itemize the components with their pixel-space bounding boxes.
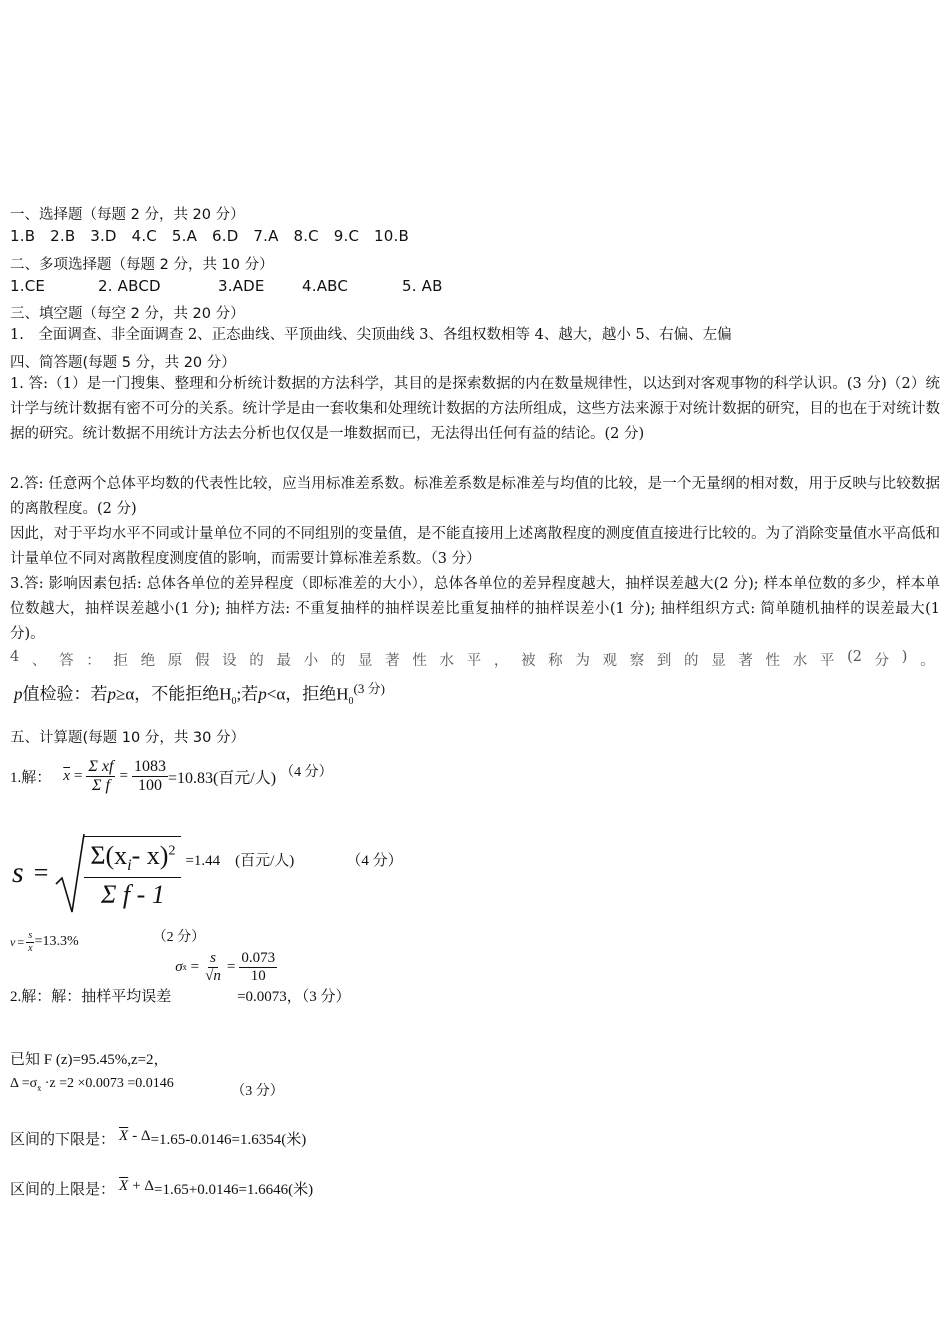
subscript: x̄: [182, 963, 187, 973]
subscript: x̄: [37, 1083, 42, 1093]
delta-text: ·z =2 ×0.0073 =0.0146: [44, 1076, 174, 1091]
answer: 5. AB: [402, 277, 443, 295]
delta-text: Δ =σ: [10, 1076, 38, 1091]
calc1-cv: v = $\frac{s}{x}$ =13.3% （2 分）: [10, 930, 205, 954]
q4-char: 分: [874, 653, 890, 669]
section3-line: 1. 全面调查、非全面调查 2、正态曲线、平顶曲线、尖顶曲线 3、各组权数相等 4、越大，越小 5、右偏、左偏: [10, 327, 732, 343]
fraction: [203, 950, 223, 986]
q4-char: 观: [602, 653, 618, 669]
result: =10.83(百元/人): [167, 770, 277, 788]
section2-title: 二、多项选择题（每题 2 分，共 10 分）: [10, 257, 274, 273]
answer: 4.C: [131, 227, 157, 245]
operator: - Δ: [132, 1128, 151, 1144]
q4-char: 察: [629, 653, 645, 669]
sigma-symbol: σ: [175, 959, 183, 976]
q4-char: 的: [330, 653, 346, 669]
result: =13.3%: [34, 934, 79, 949]
interval-upper: [10, 1178, 313, 1199]
answer: 9.C: [333, 227, 360, 245]
numerator: s: [28, 930, 33, 941]
sigma-formula: σ x̄ = $\frac{s}{√n}$ = $\frac{0.073}{10}$: [175, 950, 276, 985]
calc1-std-dev: s = $\frac{\Sigma(x_i- x)^2}{\text{Σ f - 1}}$ =1.44 (百元/人) （4 分）: [12, 832, 403, 914]
score: （4 分）: [280, 764, 333, 780]
answer: 1.B: [10, 227, 36, 245]
q4-char: ：: [86, 653, 101, 669]
formula-text: <α，拒绝H: [266, 684, 349, 704]
q4-char: 平: [819, 653, 835, 669]
known-values: 已知 F (z)=95.45%,z=2，: [10, 1052, 169, 1068]
label: 区间的上限是：: [10, 1182, 116, 1198]
numerator: [84, 841, 181, 878]
formula-text: ≥α，不能拒绝H: [116, 684, 232, 704]
denominator: Σ f: [91, 777, 110, 795]
score: （4 分）: [346, 852, 403, 869]
fraction: [86, 758, 115, 796]
denominator: √n: [205, 968, 221, 985]
answer: 8.C: [293, 227, 319, 245]
p-symbol: p: [258, 684, 267, 704]
q4-char: 性: [412, 653, 427, 669]
num-text: Σ(x: [90, 840, 128, 870]
score: （2 分）: [152, 930, 206, 945]
q4-char: 原: [167, 653, 183, 669]
answer: 2. ABCD: [98, 277, 161, 295]
answer: 2.B: [50, 227, 76, 245]
q4-char: 称: [548, 653, 563, 669]
section1-answers: [10, 227, 409, 245]
answer: 5.A: [171, 227, 198, 245]
answer-q4: [10, 649, 935, 670]
q4-char: (2: [847, 649, 862, 665]
calc-label: 1.解：: [10, 770, 52, 787]
p-symbol: p: [107, 684, 116, 704]
q4-char: 。: [920, 653, 935, 669]
numerator: 0.073: [239, 950, 277, 968]
superscript: 2: [168, 843, 176, 859]
answer-q2-part2: 因此，对于平均水平不同或计量单位不同的不同组别的变量值，是不能直接用上述离散程度的测度值直接进行比较的。为了消除变量值水平高低和计量单位不同对离散程度测度值的影响，而需要计算标准差系数。（3 分）: [10, 526, 940, 567]
delta-formula: [10, 1072, 284, 1099]
value: =1.65+0.0146=1.6646(米): [154, 1182, 314, 1198]
answer: 1.CE: [10, 277, 46, 295]
operator: + Δ: [132, 1178, 155, 1194]
numerator: s: [208, 950, 218, 968]
numerator: 1083: [132, 758, 168, 777]
calc2-sampling-error: [10, 950, 351, 1008]
p-symbol: p: [14, 684, 23, 704]
q4-char: 为: [575, 653, 590, 669]
q4-char: 到: [656, 653, 672, 669]
q4-char: 著: [738, 653, 753, 669]
result: =1.44 (百元/人): [185, 852, 295, 869]
section5-title: 五、计算题(每题 10 分，共 30 分）: [10, 730, 245, 746]
q4-char: 被: [521, 653, 536, 669]
q4-char: 小: [303, 653, 319, 669]
q4-char: 4: [10, 649, 20, 665]
subscript: 0: [348, 696, 354, 708]
num-text: - x): [131, 840, 169, 870]
formula-text: 值检验：若: [22, 684, 108, 704]
sqrt-icon: [54, 832, 86, 914]
section1-title: 一、选择题（每题 2 分，共 20 分）: [10, 207, 245, 223]
q4-char: 性: [765, 653, 781, 669]
q4-char: 的: [249, 653, 264, 669]
section3-title: 三、填空题（每空 2 分，共 20 分）: [10, 306, 245, 322]
q4-char: 水: [439, 653, 454, 669]
interval-lower: [10, 1128, 306, 1149]
x-bar: $\overline{x}$: [63, 768, 70, 785]
answer: 6.D: [211, 227, 239, 245]
q4-char: 绝: [140, 653, 156, 669]
q4-char: 假: [194, 653, 210, 669]
denominator: Σ f - 1: [100, 880, 165, 910]
answer-q3: 3.答: 影响因素包括: 总体各单位的差异程度（即标准差的大小），总体各单位的差异程度越大，抽样误差越大(2 分); 样本单位数的多少，样本单位数越大，抽样误差越小(1 分); 抽样方法: 不重复抽样的抽样误差比重复抽样的抽样误差小(1 分); 抽样组织方式: 简单随机抽样的误差最大(1 分)。: [10, 576, 940, 642]
answer-q2-part1: 2.答: 任意两个总体平均数的代表性比较，应当用标准差系数。标准差系数是标准差与均值的比较，是一个无量纲的相对数，用于反映与比较数据的离散程度。(2 分): [10, 476, 940, 517]
q4-char: 设: [222, 653, 237, 669]
score: (3 分): [353, 681, 385, 696]
q4-char: 水: [792, 653, 808, 669]
denominator: 10: [250, 968, 266, 985]
q4-char: 最: [276, 653, 291, 669]
value: =1.65-0.0146=1.6354(米): [150, 1132, 307, 1148]
numerator: Σ xf: [86, 758, 115, 777]
denominator: 100: [137, 777, 162, 795]
calc-label: 2.解：解：抽样平均误差: [10, 988, 172, 1005]
result: =0.0073，（3 分）: [237, 988, 351, 1005]
p-value-rule: [14, 678, 385, 707]
answer: 4.ABC: [302, 277, 349, 295]
x-bar: $\overline{X}$: [119, 1178, 129, 1194]
q4-char: 著: [385, 653, 400, 669]
fraction: [239, 950, 277, 986]
denominator: x: [28, 942, 33, 954]
q4-char: 平: [466, 653, 482, 669]
q4-char: 、: [31, 653, 47, 669]
q4-char: 答: [59, 653, 74, 669]
formula-text: ;若: [236, 684, 259, 704]
q4-char: ，: [493, 653, 509, 669]
answer: 3.ADE: [218, 277, 265, 295]
answer: 3.D: [90, 227, 117, 245]
q4-char: 显: [711, 653, 726, 669]
score: （3 分）: [231, 1084, 284, 1099]
answer-q1: 1. 答:（1）是一门搜集、整理和分析统计数据的方法科学，其目的是探索数据的内在数量规律性，以达到对客观事物的科学认识。(3 分)（2）统计学与统计数据有密不可分的关系。统计学是由一套收集和处理统计数据的方法所组成，这些方法来源于对统计数据的研究，目的也在于对统计数据的研究。统计数据不用统计方法去分析也仅仅是一堆数据而已，无法得出任何有益的结论。(2 分): [10, 376, 940, 442]
answer: 10.B: [374, 227, 409, 245]
calc1-mean: 1.解： $\overline{x}$ = $\frac{\text{Σ xf}}{\text{Σ f}}$ = $\frac{1083}{100}$ =10.83(百元/人) （4 分）: [10, 758, 333, 795]
q4-char: ): [901, 649, 908, 665]
x-bar: $\overline{X}$: [119, 1128, 129, 1144]
section2-answers: [10, 277, 443, 295]
q4-char: 拒: [113, 653, 128, 669]
section4-title: 四、简答题(每题 5 分，共 20 分）: [10, 355, 236, 371]
answer: 7.A: [253, 227, 279, 245]
s-symbol: s: [12, 856, 24, 889]
v-symbol: v: [10, 934, 16, 949]
label: 区间的下限是：: [10, 1132, 116, 1148]
q4-char: 的: [684, 653, 699, 669]
fraction: [26, 930, 34, 954]
q4-char: 显: [357, 653, 373, 669]
fraction: [132, 758, 168, 796]
subscript: 0: [231, 696, 237, 708]
subscript: i: [127, 857, 132, 875]
sqrt-body: [84, 836, 181, 910]
